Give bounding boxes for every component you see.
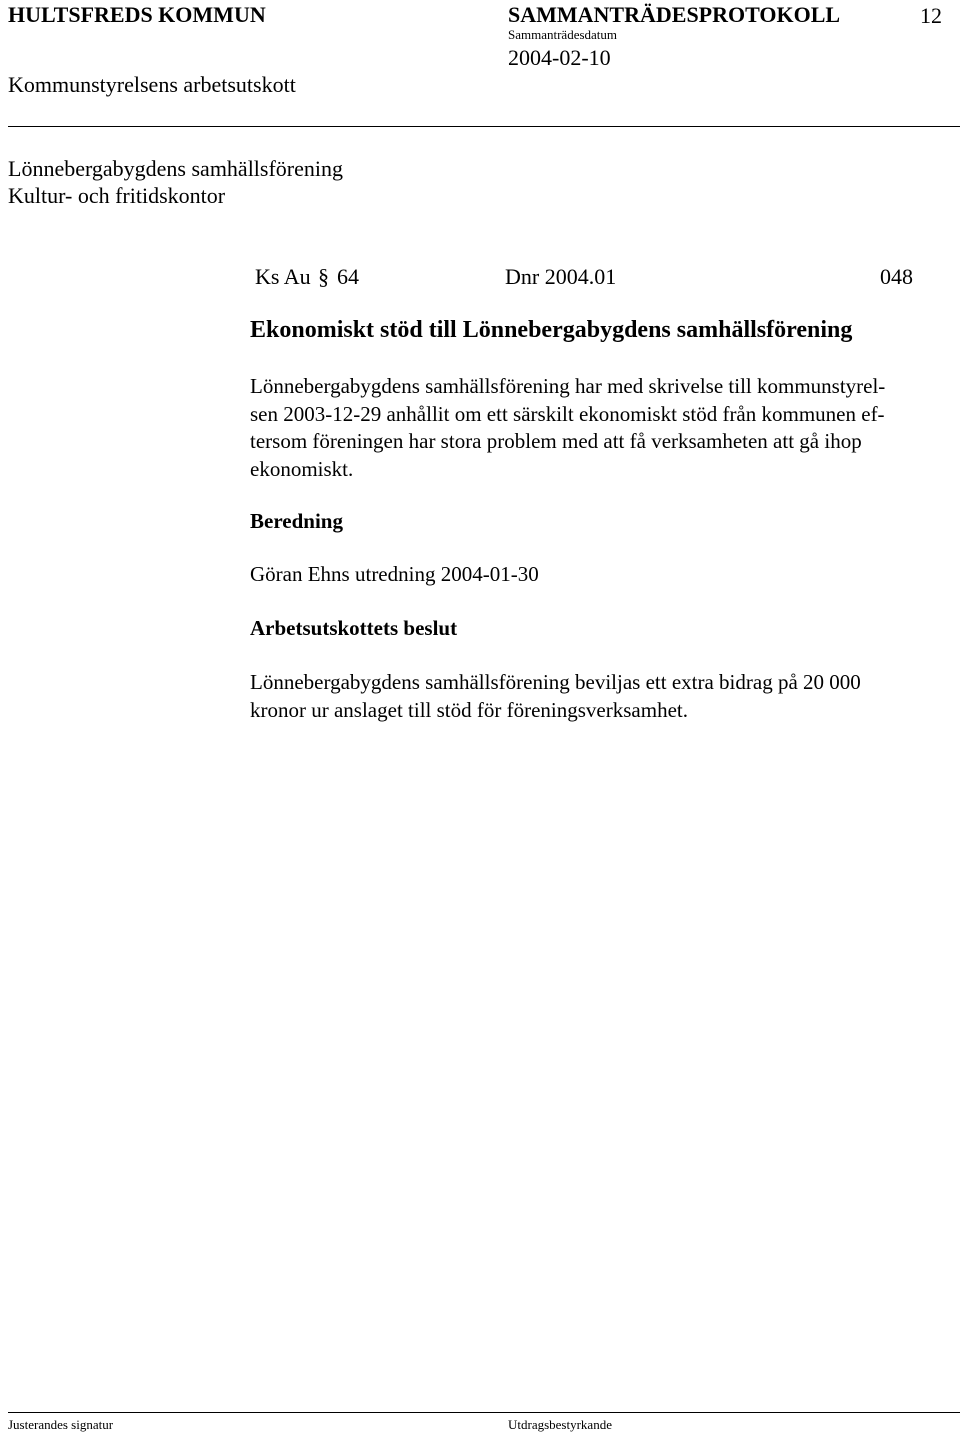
intro-line: sen 2003-12-29 anhållit om ett särskilt ekonomiskt stöd från kommunen ef- (250, 401, 885, 426)
page-number: 12 (920, 3, 942, 28)
recipient-1: Lönnebergabygdens samhällsförening (8, 156, 344, 181)
preparation-heading: Beredning (250, 509, 343, 533)
decision-line: Lönnebergabygdens samhällsförening beviljas ett extra bidrag på 20 000 (250, 670, 861, 694)
preparation-text: Göran Ehns utredning 2004-01-30 (250, 562, 539, 586)
extract-certification-label: Utdragsbestyrkande (508, 1417, 612, 1432)
intro-paragraph (250, 373, 948, 483)
decision-paragraph (250, 669, 948, 724)
municipality-name: HULTSFREDS KOMMUN (8, 2, 266, 27)
recipient-2: Kultur- och fritidskontor (8, 183, 226, 208)
case-ks-au: Ks Au (255, 264, 311, 289)
paragraph-number: 64 (337, 264, 359, 289)
committee-name: Kommunstyrelsens arbetsutskott (8, 72, 296, 97)
intro-line: tersom föreningen har stora problem med att få verksamheten att gå ihop (250, 429, 862, 453)
meeting-date-label: Sammanträdesdatum (508, 27, 618, 42)
intro-line: Lönnebergabygdens samhällsförening har med skrivelse till kommunstyrel- (250, 374, 886, 398)
decision-heading: Arbetsutskottets beslut (250, 616, 458, 640)
decision-line: kronor ur anslaget till stöd för föreningsverksamhet. (250, 697, 688, 722)
diary-number: Dnr 2004.01 (505, 264, 617, 289)
document-type: SAMMANTRÄDESPROTOKOLL (508, 2, 841, 27)
footer-divider (8, 1412, 960, 1413)
signature-label: Justerandes signatur (8, 1417, 114, 1432)
meeting-date: 2004-02-10 (508, 45, 611, 70)
intro-line: ekonomiskt. (250, 456, 354, 481)
section-symbol: § (318, 264, 329, 289)
case-code: 048 (880, 264, 913, 289)
page-title: Ekonomiskt stöd till Lönnebergabygdens samhällsförening (250, 317, 853, 343)
header-divider (8, 126, 960, 127)
